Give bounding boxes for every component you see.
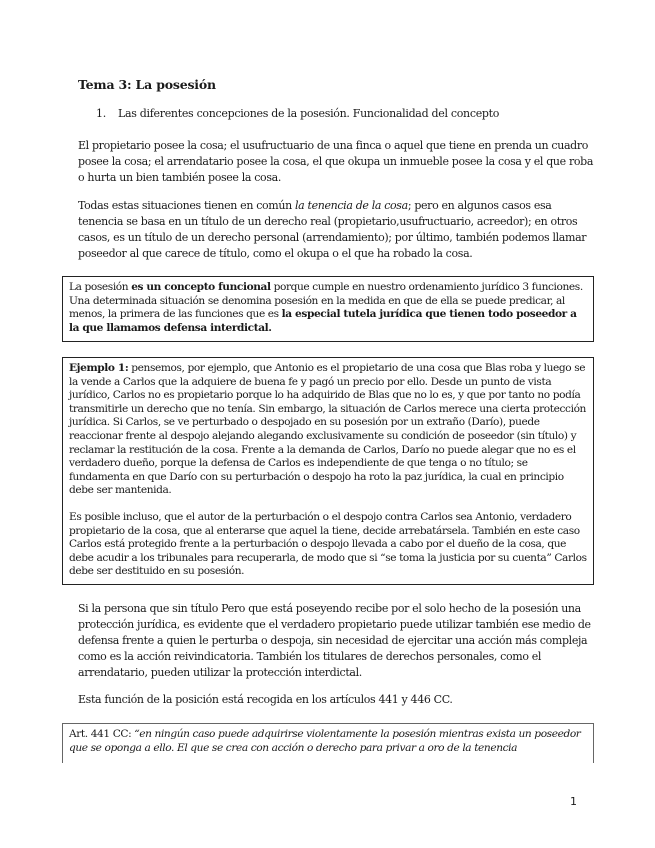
example-label: Ejemplo 1: <box>69 362 129 374</box>
article-441-text <box>69 728 587 755</box>
functional-concept-tutela: la especial tutela jurídica que tienen todo poseedor a la que llamamos defensa interdictal. <box>69 308 577 334</box>
functional-concept-text-a: La posesión <box>69 281 132 293</box>
section-heading <box>96 107 499 120</box>
page-number: 1 <box>570 795 577 808</box>
page-title: Tema 3: La posesión <box>78 77 216 92</box>
functional-concept-bold: es un concepto funcional <box>131 281 271 293</box>
article-quote: “en ningún caso puede adquirirse violentamente la posesión mientras exista un poseedor que se oponga a ello. El que se crea con acción o derecho para privar a oro de la tenencia <box>69 728 581 754</box>
article-441-box <box>62 723 594 763</box>
example-paragraph-1 <box>69 362 587 498</box>
section-number: 1. <box>96 107 106 120</box>
article-label: Art. 441 CC: <box>69 728 132 740</box>
functional-concept-text <box>69 281 587 335</box>
section-title: Las diferentes concepciones de la posesión. Funcionalidad del concepto <box>118 107 500 120</box>
paragraph-tenencia <box>78 198 598 262</box>
paragraph-tenencia-emphasis: la tenencia de la cosa <box>294 199 408 212</box>
paragraph-protection: Si la persona que sin título Pero que está poseyendo recibe por el solo hecho de la posesión una protección jurídica, es evidente que el verdadero propietario puede utilizar también ese medio de defensa frente a quien le perturba o despoja, sin necesidad de ejercitar una acción más compleja como es la acción reivindicatoria. También los titulares de derechos personales, como el arrendatario, pueden utilizar la protección interdictal. <box>78 602 591 679</box>
functional-concept-text-c: porque cumple en nuestro ordenamiento jurídico 3 funciones. Una determinada situación se denomina posesión en la medida en que de ella se puede predicar, al menos, la primera de las funciones que es <box>69 281 583 321</box>
example-text-1: pensemos, por ejemplo, que Antonio es el propietario de una cosa que Blas roba y luego se la vende a Carlos que la adquiere de buena fe y pagó un precio por ello. Desde un punto de vista jurídico, Carlos no es propietario porque lo ha adquirido de Blas que no lo es, y que por tanto no podía transmitirle un derecho que no tenía. Sin embargo, la situación de Carlos merece una cierta protección jurídica. Si Carlos, se ve perturbado o despojado en su posesión por un extraño (Darío), puede reaccionar frente al despojo alejando alegando exclusivamente su condición de poseedor (sin título) y reclamar la restitución de la cosa. Frente a la demanda de Carlos, Darío no puede alegar que no es el verdadero dueño, porque la defensa de Carlos es independiente de que tenga o no título; se fundamenta en que Darío con su perturbación o despojo ha roto la paz jurídica, la cual en principio debe ser mantenida. <box>69 362 586 497</box>
paragraph-articles: Esta función de la posición está recogida en los artículos 441 y 446 CC. <box>78 693 453 706</box>
functional-concept-box <box>62 276 594 342</box>
example-box <box>62 357 594 585</box>
example-paragraph-2: Es posible incluso, que el autor de la perturbación o el despojo contra Carlos sea Antonio, verdadero propietario de la cosa, que al enterarse que aquel la tiene, decide arrebatársela. También en este caso Carlos está protegido frente a la perturbación o despojo llevada a cabo por el dueño de la cosa, que debe acudir a los tribunales para recuperarla, de modo que si “se toma la justicia por su cuenta” Carlos debe ser destituido en su posesión. <box>69 510 587 578</box>
paragraph-possessors: El propietario posee la cosa; el usufructuario de una finca o aquel que tiene en prenda un cuadro posee la cosa; el arrendatario posee la cosa, el que okupa un inmueble posee la cosa y el que roba o hurta un bien también posee la cosa. <box>78 139 594 184</box>
paragraph-tenencia-c: ; pero en algunos casos esa tenencia se basa en un título de un derecho real (propietario,usufructuario, acreedor); en otros casos, es un título de un derecho personal (arrendamiento); por último, también podemos llamar poseedor al que carece de título, como el okupa o el que ha robado la cosa. <box>78 199 587 260</box>
paragraph-tenencia-a: Todas estas situaciones tienen en común <box>78 199 295 212</box>
